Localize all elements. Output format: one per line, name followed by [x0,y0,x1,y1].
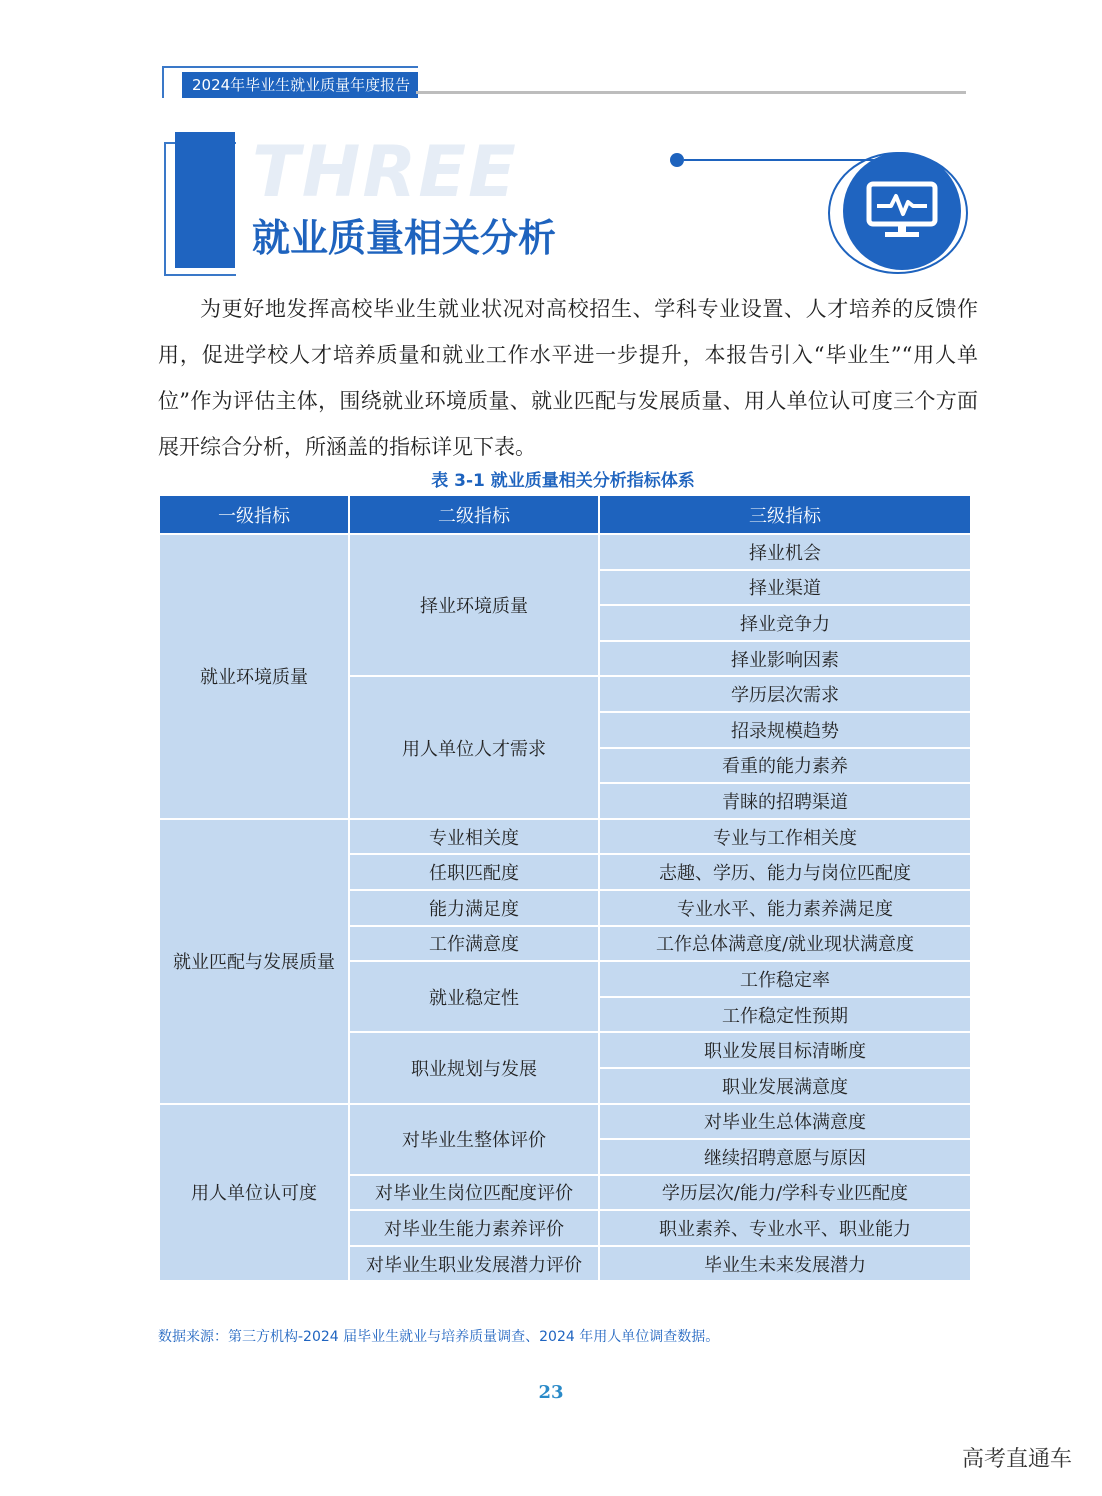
level3-cell: 志趣、学历、能力与岗位匹配度 [599,854,971,890]
chapter-title: 就业质量相关分析 [252,216,557,260]
level2-cell: 工作满意度 [349,926,599,962]
level2-cell: 择业环境质量 [349,534,599,676]
level3-cell: 青睐的招聘渠道 [599,783,971,819]
data-source-note: 数据来源：第三方机构-2024 届毕业生就业与培养质量调查、2024 年用人单位调查数据。 [158,1329,720,1345]
level3-cell: 职业发展目标清晰度 [599,1032,971,1068]
level3-cell: 择业竞争力 [599,605,971,641]
level2-cell: 专业相关度 [349,819,599,855]
table-row [159,819,971,855]
report-header-title: 2024年毕业生就业质量年度报告 [182,72,418,98]
header-rule [416,91,966,94]
level3-cell: 看重的能力素养 [599,748,971,784]
table-caption: 表 3-1 就业质量相关分析指标体系 [431,471,695,491]
watermark-text: 高考直通车 [962,1447,1073,1472]
level2-cell: 职业规划与发展 [349,1032,599,1103]
level2-cell: 就业稳定性 [349,961,599,1032]
level3-cell: 择业影响因素 [599,641,971,677]
level1-cell: 就业环境质量 [159,534,349,819]
level3-cell: 工作总体满意度/就业现状满意度 [599,926,971,962]
level3-cell: 职业发展满意度 [599,1068,971,1104]
table-header-row [159,495,971,534]
level3-cell: 工作稳定率 [599,961,971,997]
level2-cell: 对毕业生职业发展潜力评价 [349,1246,599,1282]
level1-cell: 就业匹配与发展质量 [159,819,349,1104]
header-level2: 二级指标 [349,495,599,534]
level2-cell: 对毕业生整体评价 [349,1104,599,1175]
indicator-table [158,494,972,1282]
level3-cell: 工作稳定性预期 [599,997,971,1033]
chapter-dot [670,153,684,167]
level3-cell: 招录规模趋势 [599,712,971,748]
table-row [159,1104,971,1140]
level1-cell: 用人单位认可度 [159,1104,349,1282]
monitor-pulse-icon [865,180,939,246]
level3-cell: 学历层次/能力/学科专业匹配度 [599,1175,971,1211]
table-row [159,534,971,570]
chapter-word: THREE [252,131,518,213]
level3-cell: 专业水平、能力素养满足度 [599,890,971,926]
header-level3: 三级指标 [599,495,971,534]
level2-cell: 能力满足度 [349,890,599,926]
level3-cell: 学历层次需求 [599,676,971,712]
level2-cell: 对毕业生岗位匹配度评价 [349,1175,599,1211]
level3-cell: 择业渠道 [599,570,971,606]
level3-cell: 择业机会 [599,534,971,570]
level3-cell: 职业素养、专业水平、职业能力 [599,1210,971,1246]
level3-cell: 专业与工作相关度 [599,819,971,855]
level2-cell: 用人单位人才需求 [349,676,599,818]
level3-cell: 毕业生未来发展潜力 [599,1246,971,1282]
level2-cell: 对毕业生能力素养评价 [349,1210,599,1246]
level3-cell: 继续招聘意愿与原因 [599,1139,971,1175]
level2-cell: 任职匹配度 [349,854,599,890]
chapter-block [175,132,235,268]
page-number: 23 [538,1382,564,1403]
intro-paragraph: 为更好地发挥高校毕业生就业状况对高校招生、学科专业设置、人才培养的反馈作用，促进学校人才培养质量和就业工作水平进一步提升，本报告引入“毕业生”“用人单位”作为评估主体，围绕就业环境质量、就业匹配与发展质量、用人单位认可度三个方面展开综合分析，所涵盖的指标详见下表。 [158,297,978,459]
header-level1: 一级指标 [159,495,349,534]
level3-cell: 对毕业生总体满意度 [599,1104,971,1140]
